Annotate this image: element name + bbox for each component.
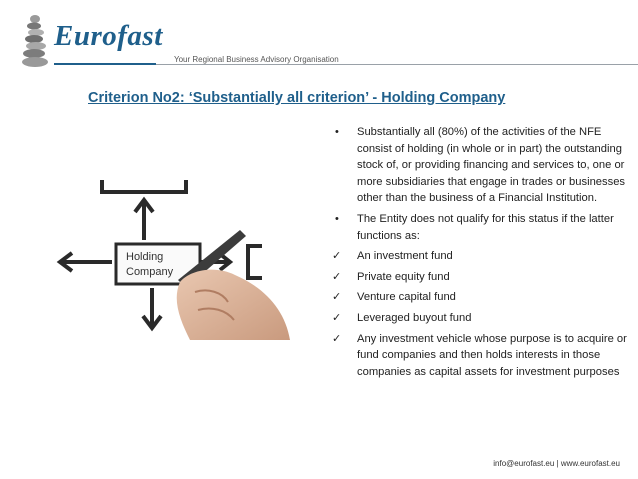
brand-tagline: Your Regional Business Advisory Organisation	[174, 55, 339, 64]
list-item	[332, 289, 628, 306]
holding-company-diagram-image	[40, 170, 290, 340]
bullet-text: Leveraged buyout fund	[357, 311, 472, 324]
list-item	[332, 248, 628, 265]
header-divider-accent	[54, 63, 156, 65]
list-item	[332, 211, 628, 244]
slide-title: Criterion No2: ‘Substantially all criterion’ - Holding Company	[88, 90, 506, 106]
list-item	[332, 331, 628, 381]
criteria-bullet-list	[332, 124, 628, 384]
bullet-text: Private equity fund	[357, 270, 450, 283]
bullet-text: Substantially all (80%) of the activities of the NFE consist of holding (in whole or in part) the outstanding stock of, or providing financing and services to, one or more subsidiaries that engage in trades or businesses other than the business of a Financial Institution.	[357, 126, 626, 205]
checkmark-icon: ✓	[332, 311, 342, 324]
bullet-text: The Entity does not qualify for this status if the latter functions as:	[357, 212, 614, 242]
list-item	[332, 124, 628, 207]
checkmark-icon: ✓	[332, 250, 342, 263]
checkmark-icon: ✓	[332, 291, 342, 304]
brand-logo-text: Eurofast	[54, 20, 163, 52]
stacked-stones-logo-icon	[18, 14, 52, 70]
list-item	[332, 269, 628, 286]
bullet-text: Venture capital fund	[357, 291, 456, 304]
footer-contact: info@eurofast.eu | www.eurofast.eu	[493, 459, 620, 468]
checkmark-icon: ✓	[332, 270, 342, 283]
list-item	[332, 310, 628, 327]
diagram-box-label-2: Company	[126, 266, 174, 278]
diagram-box-label-1: Holding	[126, 251, 164, 263]
checkmark-icon: ✓	[332, 332, 342, 345]
bullet-text: An investment fund	[357, 250, 453, 263]
bullet-text: Any investment vehicle whose purpose is to acquire or fund companies and then holds interests in those companies as capital assets for investment purposes	[357, 332, 627, 378]
header-divider	[156, 64, 638, 65]
